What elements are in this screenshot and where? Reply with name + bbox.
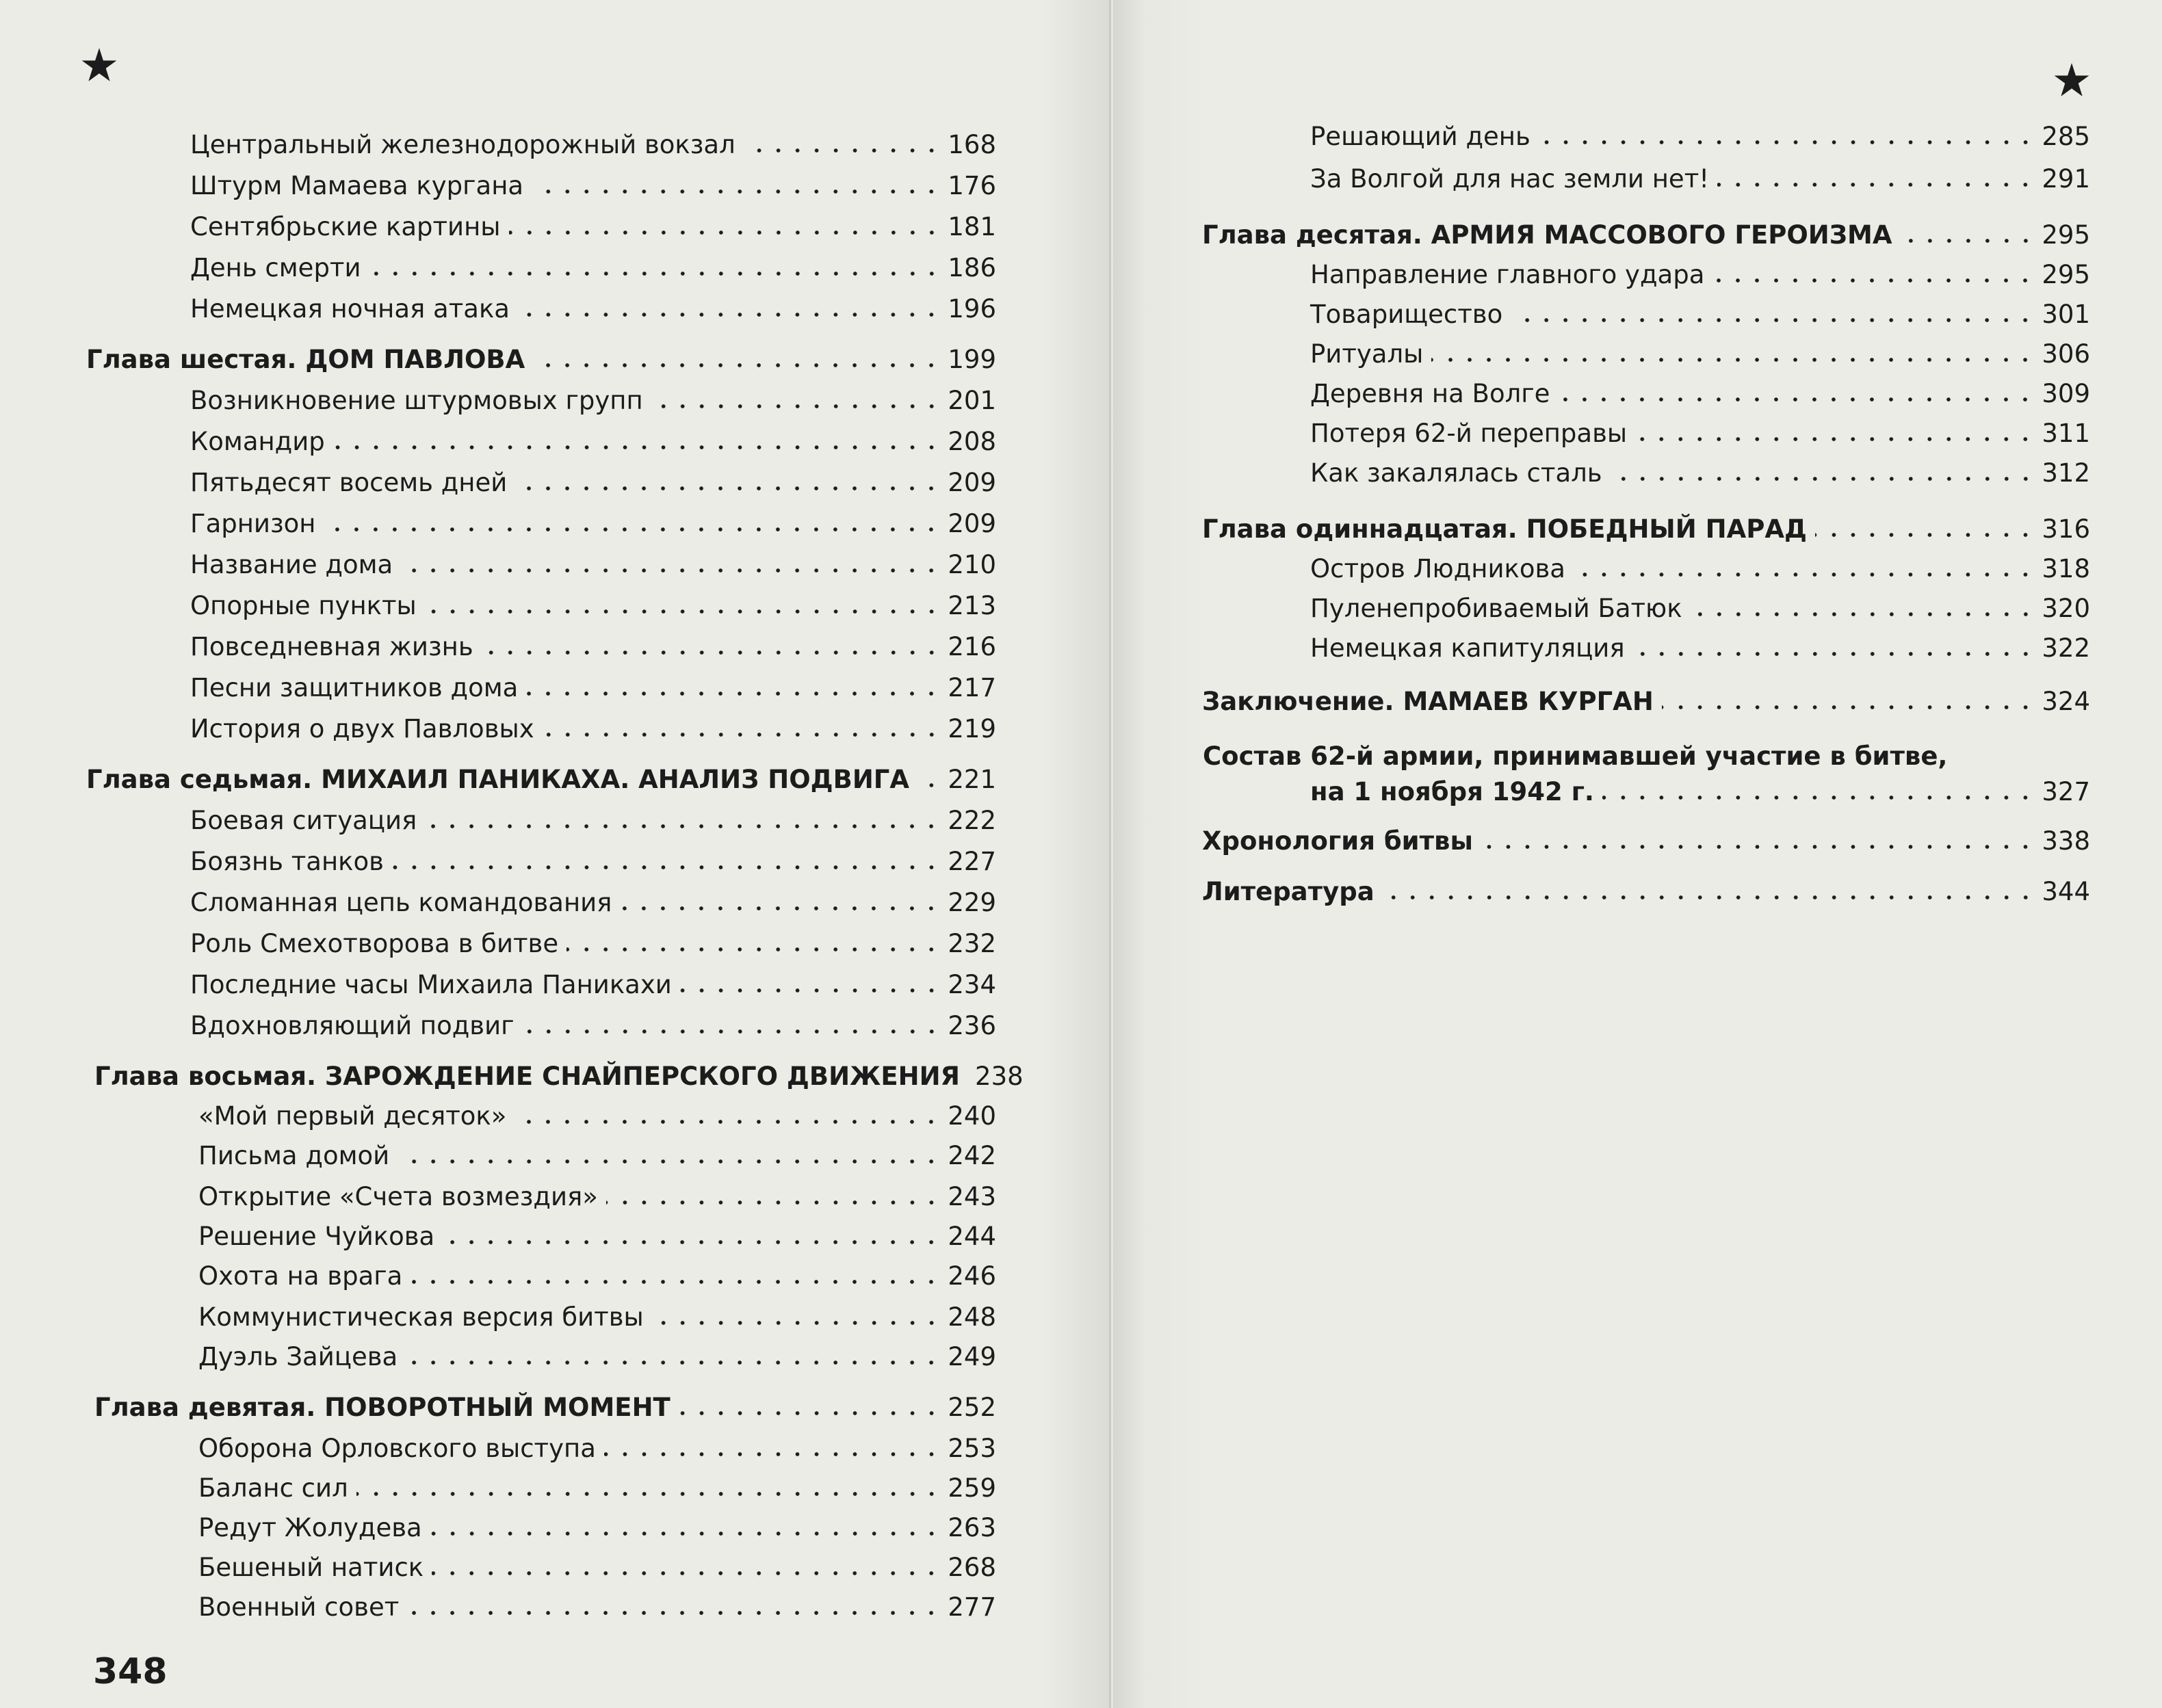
toc-entry-title: Заключение. МАМАЕВ КУРГАН [1202,687,1654,716]
toc-entry-page: 176 [948,171,996,200]
toc-section-entry [190,672,996,705]
toc-entry-title: Направление главного удара [1310,260,1705,289]
toc-entry-title: Охота на врага [198,1261,403,1291]
toc-entry-page: 217 [948,673,996,702]
toc-entry-title: Ритуалы [1310,339,1424,369]
toc-section-entry [190,384,996,417]
toc-entry-title: Баланс сил [198,1473,348,1503]
toc-section-entry [190,549,996,581]
toc-section-entry [198,1591,996,1624]
dot-leader [1511,316,2035,324]
toc-entry-title: За Волгой для нас земли нет! [1310,164,1710,194]
toc-section-entry [198,1100,996,1133]
toc-chapter-entry [1202,825,2090,858]
star-icon [81,47,118,83]
toc-section-entry [1310,417,2090,450]
dot-leader [1539,138,2035,146]
toc-entry-title: Название дома [190,550,393,579]
toc-entry-title: История о двух Павловых [190,714,534,744]
dot-leader [515,1118,941,1126]
toc-entry-title: Оборона Орловского выступа [198,1434,596,1463]
toc-entry-page: 259 [948,1473,996,1503]
dot-leader [543,731,941,739]
toc-section-entry [190,293,996,326]
toc-entry-page: 213 [948,591,996,620]
toc-section-entry [190,886,996,919]
dot-leader [651,402,941,410]
toc-entry-title: Песни защитников дома [190,673,519,702]
toc-entry-page: 222 [948,806,996,835]
dot-leader [744,146,941,155]
toc-entry-title: Потеря 62-й переправы [1310,419,1628,448]
dot-leader [1481,843,2035,851]
dot-leader [1901,237,2035,245]
toc-section-entry [1310,259,2090,291]
toc-chapter-entry [86,343,996,376]
toc-section-entry [190,928,996,960]
toc-entry-page: 318 [2042,554,2090,583]
toc-entry-page: 196 [948,294,996,324]
toc-chapter-entry [1310,776,2090,809]
toc-section-entry [198,1181,996,1213]
toc-entry-page: 186 [948,253,996,283]
toc-entry-page: 243 [948,1182,996,1211]
toc-entry-page: 285 [2042,122,2090,151]
toc-section-entry [1310,457,2090,490]
toc-entry-page: 232 [948,929,996,958]
dot-leader [523,1027,941,1036]
toc-section-entry [1310,120,2090,153]
toc-entry-title: Сломанная цепь командования [190,888,612,917]
toc-entry-title: Пятьдесят восемь дней [190,468,508,497]
dot-leader [532,187,941,196]
toc-entry-title: Коммунистическая версия битвы [198,1302,644,1332]
toc-entry-page: 344 [2042,877,2090,906]
toc-entry-title: Как закалялась сталь [1310,458,1602,488]
toc-entry-page: 311 [2042,419,2090,448]
toc-entry-title: Деревня на Волге [1310,379,1550,408]
dot-leader [1611,475,2035,483]
dot-leader [1431,356,2035,364]
toc-section-entry [198,1472,996,1505]
toc-entry-page: 201 [948,386,996,415]
dot-leader [425,822,941,830]
toc-section-entry [190,129,996,161]
toc-entry-title: Товарищество [1310,300,1503,329]
toc-section-entry [198,1301,996,1334]
dot-leader [566,945,941,954]
dot-leader [604,1450,941,1458]
dot-leader [406,1358,941,1367]
toc-section-entry [198,1551,996,1584]
toc-entry-title: Немецкая ночная атака [190,294,510,324]
toc-entry-page: 238 [975,1062,1024,1091]
toc-entry-page: 249 [948,1342,996,1371]
toc-section-entry [190,969,996,1001]
toc-entry-title: Дуэль Зайцева [198,1342,398,1371]
dot-leader [324,525,941,534]
dot-leader [369,270,941,278]
toc-chapter-entry [1202,513,2090,546]
toc-entry-page: 240 [948,1101,996,1131]
toc-entry-title: Возникновение штурмовых групп [190,386,643,415]
dot-leader [1574,570,2035,579]
toc-entry-title: Роль Смехотворова в битве [190,929,559,958]
toc-entry-title: Немецкая капитуляция [1310,633,1625,663]
dot-leader [620,904,941,912]
toc-section-entry [190,252,996,285]
toc-entry-page: 320 [2042,594,2090,623]
toc-entry-page: 252 [948,1393,996,1422]
toc-entry-page: 168 [948,130,996,159]
toc-entry-title: Глава одиннадцатая. ПОБЕДНЫЙ ПАРАД [1202,514,1807,544]
toc-section-entry [1310,592,2090,625]
dot-leader [1602,793,2035,802]
toc-entry-title: Военный совет [198,1592,400,1622]
toc-entry-title: Литература [1202,877,1375,906]
toc-entry-page: 227 [948,847,996,876]
toc-chapter-entry [94,1391,996,1424]
toc-entry-page: 253 [948,1434,996,1463]
toc-entry-title: Последние часы Михаила Паникахи [190,970,672,999]
toc-entry-page: 322 [2042,633,2090,663]
toc-entry-page: 324 [2042,687,2090,716]
dot-leader [1712,276,2035,285]
toc-entry-page: 301 [2042,300,2090,329]
toc-entry-title: Хронология битвы [1202,826,1473,856]
toc-entry-title: Глава девятая. ПОВОРОТНЫЙ МОМЕНТ [94,1393,670,1422]
dot-leader [443,1238,941,1246]
toc-entry-page: 221 [948,765,996,794]
toc-entry-page: 236 [948,1011,996,1040]
toc-entry-title: Глава седьмая. МИХАИЛ ПАНИКАХА. АНАЛИЗ ПОДВИГА [86,765,910,794]
toc-chapter-entry [86,763,996,796]
right-page [1113,0,2162,1708]
dot-leader [533,361,941,369]
toc-section-entry [190,631,996,664]
toc-entry-page: 268 [948,1553,996,1582]
toc-section-entry [198,1220,996,1253]
dot-leader [917,781,941,789]
toc-entry-title: Опорные пункты [190,591,417,620]
toc-entry-page: 248 [948,1302,996,1332]
toc-entry-page: 277 [948,1592,996,1622]
toc-entry-title: Вдохновляющий подвиг [190,1011,515,1040]
toc-entry-title: Боязнь танков [190,847,384,876]
toc-entry-page: 295 [2042,220,2090,250]
toc-entry-title: «Мой первый десяток» [198,1101,507,1131]
toc-chapter-entry [1202,876,2090,908]
toc-entry-title: Повседневная жизнь [190,632,473,661]
dot-leader [407,1609,941,1617]
toc-entry-lead-line: Состав 62-й армии, принимавшей участие в битве, [1203,741,1948,771]
dot-leader [1633,650,2035,658]
toc-section-entry [190,845,996,878]
dot-leader [430,1529,941,1538]
toc-entry-page: 242 [948,1141,996,1170]
toc-entry-page: 244 [948,1222,996,1251]
toc-entry-page: 181 [948,212,996,241]
toc-section-entry [198,1432,996,1465]
dot-leader [509,228,941,237]
toc-entry-page: 246 [948,1261,996,1291]
toc-entry-title: Командир [190,427,325,456]
dot-leader [1691,610,2035,618]
toc-section-entry [198,1140,996,1172]
toc-entry-title: Сентябрьские картины [190,212,501,241]
star-icon [2053,62,2090,98]
toc-entry-page: 216 [948,632,996,661]
dot-leader [1662,703,2035,711]
toc-entry-title: Письма домой [198,1141,390,1170]
dot-leader [432,1569,941,1577]
toc-entry-page: 338 [2042,826,2090,856]
toc-entry-title: Решение Чуйкова [198,1222,435,1251]
toc-chapter-entry [1202,219,2090,252]
dot-leader [526,689,941,698]
toc-section-entry [190,1010,996,1042]
toc-section-entry [198,1341,996,1374]
dot-leader [1635,435,2035,443]
toc-entry-page: 229 [948,888,996,917]
dot-leader [392,863,941,871]
dot-leader [652,1319,941,1327]
dot-leader [1383,893,2035,902]
toc-chapter-entry [94,1060,1024,1093]
page-number: 348 [93,1651,168,1692]
toc-entry-page: 209 [948,468,996,497]
toc-entry-page: 208 [948,427,996,456]
toc-section-entry [190,713,996,746]
dot-leader [398,1157,941,1166]
toc-entry-title: Глава восьмая. ЗАРОЖДЕНИЕ СНАЙПЕРСКОГО ДВИЖЕНИЯ [94,1062,961,1091]
toc-entry-title: Боевая ситуация [190,806,417,835]
toc-entry-page: 316 [2042,514,2090,544]
toc-entry-page: 295 [2042,260,2090,289]
dot-leader [518,311,941,319]
toc-section-entry [190,170,996,202]
dot-leader [356,1490,941,1498]
toc-section-entry [190,590,996,622]
toc-entry-title: Редут Жолудева [198,1513,422,1542]
dot-leader [1558,395,2035,404]
toc-entry-page: 210 [948,550,996,579]
toc-section-entry [190,211,996,244]
toc-section-entry [1310,338,2090,371]
dot-leader [482,648,941,657]
toc-chapter-entry [1202,685,2090,718]
toc-entry-title: Центральный железнодорожный вокзал [190,130,735,159]
toc-section-entry [1310,163,2090,196]
toc-section-entry [1310,378,2090,410]
toc-entry-page: 219 [948,714,996,744]
toc-entry-title: Гарнизон [190,509,316,538]
toc-section-entry [198,1512,996,1545]
toc-section-entry [190,508,996,540]
toc-entry-page: 327 [2042,777,2090,806]
toc-entry-page: 291 [2042,164,2090,194]
toc-entry-title: Глава шестая. ДОМ ПАВЛОВА [86,345,525,374]
toc-entry-title: Штурм Мамаева кургана [190,171,524,200]
dot-leader [425,607,941,616]
toc-section-entry [190,467,996,499]
toc-section-entry [1310,632,2090,665]
toc-entry-title: Остров Людникова [1310,554,1565,583]
toc-entry-page: 234 [948,970,996,999]
toc-entry-title: на 1 ноября 1942 г. [1310,777,1594,806]
toc-section-entry [1310,553,2090,586]
toc-section-entry [1310,298,2090,331]
toc-entry-page: 209 [948,509,996,538]
toc-entry-title: Решающий день [1310,122,1531,151]
dot-leader [1815,531,2035,539]
toc-entry-title: Бешеный натиск [198,1553,424,1582]
toc-entry-title: Глава десятая. АРМИЯ МАССОВОГО ГЕРОИЗМА [1202,220,1892,250]
toc-entry-page: 309 [2042,379,2090,408]
dot-leader [606,1198,941,1207]
dot-leader [515,484,941,492]
toc-section-entry [190,804,996,837]
dot-leader [680,986,941,995]
dot-leader [333,443,941,451]
toc-section-entry [190,425,996,458]
toc-entry-page: 263 [948,1513,996,1542]
toc-entry-title: Пуленепробиваемый Батюк [1310,594,1682,623]
toc-entry-page: 312 [2042,458,2090,488]
dot-leader [411,1278,941,1286]
toc-entry-title: День смерти [190,253,361,283]
toc-entry-title: Открытие «Счета возмездия» [198,1182,598,1211]
dot-leader [401,566,941,575]
dot-leader [679,1409,941,1417]
toc-entry-page: 199 [948,345,996,374]
toc-entry-page: 306 [2042,339,2090,369]
toc-section-entry [198,1260,996,1293]
dot-leader [1717,181,2035,189]
